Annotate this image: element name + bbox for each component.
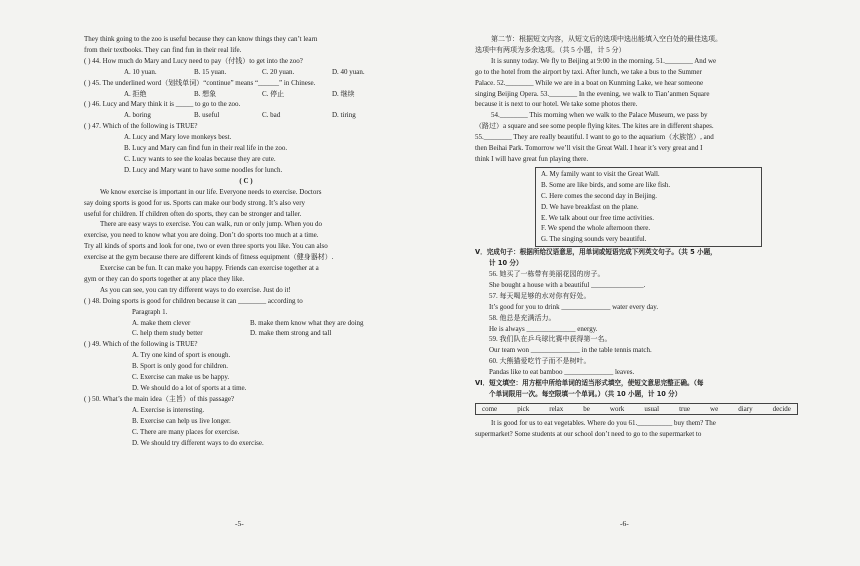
sentence-en: He is always ______________ energy. <box>489 324 598 333</box>
option: D. 40 yuan. <box>332 67 365 76</box>
question-44-options <box>84 67 408 78</box>
option: A. Try one kind of sport is enough. <box>132 351 231 360</box>
option: A. My family want to visit the Great Wall. <box>541 169 660 178</box>
right-page <box>430 0 860 566</box>
option: D. We should try different ways to do exercise. <box>132 438 264 447</box>
passage-line: There are easy ways to exercise. You can walk, run or only jump. When you do <box>100 220 323 229</box>
word: come <box>482 404 498 413</box>
section-heading: V．完成句子：根据所给汉语意思，用单词或短语完成下列英文句子。（共 5 小题， <box>475 248 717 257</box>
option: G. The singing sounds very beautiful. <box>541 235 647 244</box>
question-47: ( ) 47. Which of the following is TRUE? <box>84 122 198 131</box>
option: B. useful <box>194 111 220 120</box>
option: D. We have breakfast on the plane. <box>541 202 639 211</box>
option: D. Lucy and Mary want to have some noodles for lunch. <box>124 165 283 174</box>
option: B. 15 yuan. <box>194 67 227 76</box>
sentence-en: It’s good for you to drink ______________ water every day. <box>489 302 659 311</box>
sentence-cn: 58. 他总是充满活力。 <box>489 313 556 322</box>
option: C. bad <box>262 111 281 120</box>
section-heading: 计 10 分） <box>489 259 523 268</box>
option: F. We spend the whole afternoon there. <box>541 224 651 233</box>
sentence-en: Pandas like to eat bamboo ______________ leaves. <box>489 368 635 377</box>
word: usual <box>644 404 660 413</box>
passage-c-title: ( C ) <box>239 176 253 185</box>
passage-line: Try all kinds of sports and look for one, two or even three sports you like. You can also <box>84 242 328 251</box>
passage-line: exercise, you need to know what you are doing. Don’t do sports too much at a time. <box>84 231 319 240</box>
word: pick <box>517 404 530 413</box>
option: C. Here comes the second day in Beijing. <box>541 191 658 200</box>
option: B. Lucy and Mary can find fun in their real life in the zoo. <box>124 144 288 153</box>
section-heading: 第二节：根据短文内容，从短文后的选项中选出能填入空白处的最佳选项。 <box>491 35 722 43</box>
question-50: ( ) 50. What’s the main idea（主旨）of this passage? <box>84 394 235 403</box>
question-48: ( ) 48. Doing sports is good for children because it can ________ according to <box>84 296 303 305</box>
section-heading: VI．短文填空：用方框中所给单词的适当形式填空，使短文意思完整正确。（每 <box>475 379 704 388</box>
question-46-options <box>84 110 408 121</box>
passage-line: then Beihai Park. Tomorrow we’ll visit the Great Wall. I hear it’s very great and I <box>475 144 703 153</box>
word: true <box>679 404 690 413</box>
passage-line: singing Beijing Opera. 53.________ In the evening, we walk to Tian’anmen Square <box>475 89 710 98</box>
passage-line: （路过）a square and see some people flying kites. The kites are in different shapes. <box>475 122 714 131</box>
option: B. Some are like birds, and some are like fish. <box>541 180 671 189</box>
passage-line: think I will have great fun playing there. <box>475 154 589 163</box>
option: A. Lucy and Mary love monkeys best. <box>124 133 232 142</box>
passage-line: useful for children. If children often do sports, they can be stronger and taller. <box>84 209 302 218</box>
passage-line: exercise at the gym because there are different kinds of fitness equipment（健身器材）. <box>84 253 334 262</box>
word: decide <box>772 404 791 413</box>
question-48-options <box>84 328 408 339</box>
sentence-en: Our team won ______________ in the table tennis match. <box>489 346 652 355</box>
option: A. make them clever <box>132 318 191 327</box>
sentence-cn: 59. 我们队在乒乓球比赛中获得第一名。 <box>489 335 612 344</box>
word: diary <box>738 404 753 413</box>
question-45: ( ) 45. The underlined word（划线单词）“continue” means “______” in Chinese. <box>84 78 316 87</box>
question-48-options <box>84 318 408 329</box>
option: D. make them strong and tall <box>250 329 332 338</box>
passage-line: As you can see, you can try different ways to do exercise. Just do it! <box>100 285 291 294</box>
option: D. tiring <box>332 111 356 120</box>
option: A. 拒绝 <box>124 89 147 98</box>
passage-line: They think going to the zoo is useful because they can know things they can’t learn <box>84 35 318 43</box>
passage-line: It is good for us to eat vegetables. Where do you 61.__________ buy them? The <box>491 418 716 427</box>
passage-line: Palace. 52.________ While we are in a boat on Kunming Lake, we hear someone <box>475 78 704 87</box>
option: B. Exercise can help us live longer. <box>132 416 231 425</box>
word-box <box>475 403 798 415</box>
passage-line: 54.________ This morning when we walk to the Palace Museum, we pass by <box>491 111 708 120</box>
sentence-cn: 56. 她买了一栋带有美丽花园的房子。 <box>489 270 605 279</box>
sentence-cn: 60. 大熊猫爱吃竹子而不是树叶。 <box>489 357 591 366</box>
question-45-options <box>84 89 408 100</box>
option: A. boring <box>124 111 151 120</box>
passage-line: 55.________ They are really beautiful. I want to go to the aquarium（水族馆）, and <box>475 133 714 142</box>
word: be <box>583 404 590 413</box>
passage-line: because it is next to our hotel. We take some photos there. <box>475 100 638 109</box>
question-49: ( ) 49. Which of the following is TRUE? <box>84 340 198 349</box>
option: C. help them study better <box>132 329 203 338</box>
option: C. 20 yuan. <box>262 67 295 76</box>
option: C. 停止 <box>262 89 285 98</box>
passage-line: from their textbooks. They can find fun in their real life. <box>84 45 242 54</box>
page-number: -5- <box>235 519 244 528</box>
option: C. Lucy wants to see the koalas because they are cute. <box>124 154 276 163</box>
passage-line: go to the hotel from the airport by taxi. After lunch, we take a bus to the Summer <box>475 67 702 76</box>
word: we <box>710 404 719 413</box>
word: work <box>609 404 625 413</box>
option: D. 继续 <box>332 89 355 98</box>
option: E. We talk about our free time activities. <box>541 213 655 222</box>
option: A. 10 yuan. <box>124 67 157 76</box>
question-44: ( ) 44. How much do Mary and Lucy need to pay（付钱）to get into the zoo? <box>84 56 303 65</box>
option: B. 想象 <box>194 89 217 98</box>
option: C. Exercise can make us be happy. <box>132 373 230 382</box>
passage-line: We know exercise is important in our life. Everyone needs to exercise. Doctors <box>100 187 322 196</box>
section-heading: 个单词限用一次。每空限填一个单词。）（共 10 小题，计 10 分） <box>489 390 682 398</box>
passage-line: Exercise can be fun. It can make you happy. Friends can exercise together at a <box>100 264 319 273</box>
passage-line: say doing sports is good for us. Sports can make our body strong. It’s also very <box>84 198 306 207</box>
word: relax <box>549 404 564 413</box>
question-48-cont: Paragraph 1. <box>132 307 168 316</box>
option: A. Exercise is interesting. <box>132 405 205 414</box>
passage-line: supermarket? Some students at our school don’t need to go to the supermarket to <box>475 429 702 438</box>
passage-line: It is sunny today. We fly to Beijing at 9:00 in the morning. 51.________ And we <box>491 56 717 65</box>
option: D. We should do a lot of sports at a time. <box>132 384 247 392</box>
section-heading: 选项中有两项为多余选项。（共 5 小题，计 5 分） <box>475 45 626 54</box>
passage-line: gym or they can do sports together at any place they like. <box>84 274 245 283</box>
option: B. Sport is only good for children. <box>132 362 229 371</box>
sentence-cn: 57. 每天喝足够的水对你有好处。 <box>489 291 591 300</box>
option: C. There are many places for exercise. <box>132 427 240 436</box>
question-46: ( ) 46. Lucy and Mary think it is _____ to go to the zoo. <box>84 100 241 109</box>
sentence-en: She bought a house with a beautiful _______________. <box>489 280 646 289</box>
page-number: -6- <box>620 519 629 528</box>
option: B. make them know what they are doing <box>250 318 364 327</box>
options-box <box>535 167 762 247</box>
